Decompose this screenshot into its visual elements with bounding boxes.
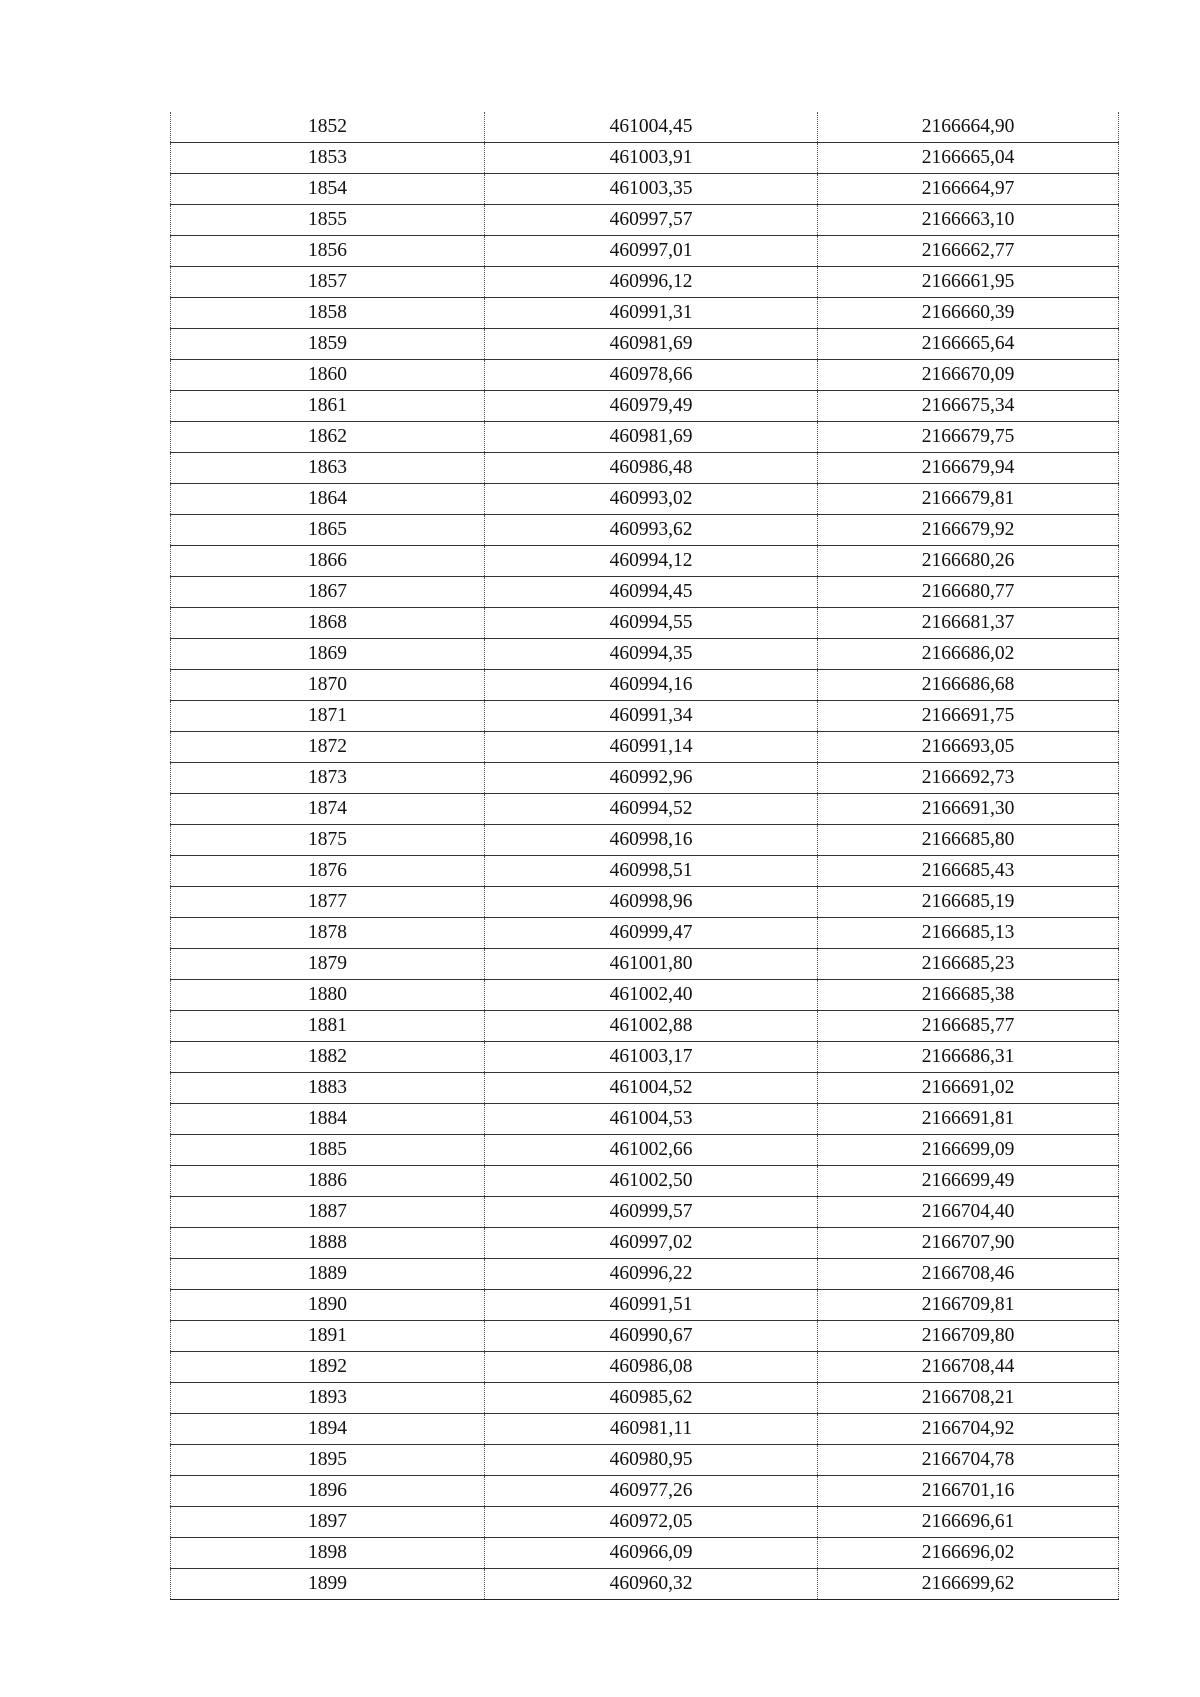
- point-number-cell: 1890: [171, 1290, 485, 1321]
- table-row: [171, 267, 1119, 298]
- point-number-cell: 1853: [171, 143, 485, 174]
- point-number-cell: 1887: [171, 1197, 485, 1228]
- y-coordinate-cell: 2166701,16: [818, 1476, 1119, 1507]
- y-coordinate-cell: 2166685,13: [818, 918, 1119, 949]
- x-coordinate-cell: 460991,34: [485, 701, 818, 732]
- x-coordinate-cell: 460999,47: [485, 918, 818, 949]
- point-number-cell: 1892: [171, 1352, 485, 1383]
- x-coordinate-cell: 460981,69: [485, 329, 818, 360]
- point-number-cell: 1861: [171, 391, 485, 422]
- point-number-cell: 1878: [171, 918, 485, 949]
- y-coordinate-cell: 2166692,73: [818, 763, 1119, 794]
- x-coordinate-cell: 460998,16: [485, 825, 818, 856]
- point-number-cell: 1880: [171, 980, 485, 1011]
- table-row: [171, 701, 1119, 732]
- point-number-cell: 1889: [171, 1259, 485, 1290]
- point-number-cell: 1875: [171, 825, 485, 856]
- point-number-cell: 1862: [171, 422, 485, 453]
- x-coordinate-cell: 460993,02: [485, 484, 818, 515]
- x-coordinate-cell: 460991,31: [485, 298, 818, 329]
- y-coordinate-cell: 2166685,38: [818, 980, 1119, 1011]
- table-row: [171, 298, 1119, 329]
- point-number-cell: 1863: [171, 453, 485, 484]
- y-coordinate-cell: 2166699,49: [818, 1166, 1119, 1197]
- point-number-cell: 1855: [171, 205, 485, 236]
- table-row: [171, 360, 1119, 391]
- x-coordinate-cell: 460986,08: [485, 1352, 818, 1383]
- point-number-cell: 1876: [171, 856, 485, 887]
- x-coordinate-cell: 460986,48: [485, 453, 818, 484]
- point-number-cell: 1869: [171, 639, 485, 670]
- x-coordinate-cell: 460996,22: [485, 1259, 818, 1290]
- table-row: [171, 1166, 1119, 1197]
- table-row: [171, 515, 1119, 546]
- point-number-cell: 1899: [171, 1569, 485, 1600]
- y-coordinate-cell: 2166696,02: [818, 1538, 1119, 1569]
- y-coordinate-cell: 2166691,02: [818, 1073, 1119, 1104]
- y-coordinate-cell: 2166691,75: [818, 701, 1119, 732]
- point-number-cell: 1873: [171, 763, 485, 794]
- y-coordinate-cell: 2166679,81: [818, 484, 1119, 515]
- point-number-cell: 1884: [171, 1104, 485, 1135]
- point-number-cell: 1882: [171, 1042, 485, 1073]
- y-coordinate-cell: 2166685,80: [818, 825, 1119, 856]
- y-coordinate-cell: 2166660,39: [818, 298, 1119, 329]
- y-coordinate-cell: 2166696,61: [818, 1507, 1119, 1538]
- table-row: [171, 174, 1119, 205]
- y-coordinate-cell: 2166686,02: [818, 639, 1119, 670]
- y-coordinate-cell: 2166664,97: [818, 174, 1119, 205]
- y-coordinate-cell: 2166663,10: [818, 205, 1119, 236]
- x-coordinate-cell: 461002,88: [485, 1011, 818, 1042]
- x-coordinate-cell: 460981,69: [485, 422, 818, 453]
- table-row: [171, 453, 1119, 484]
- x-coordinate-cell: 461004,53: [485, 1104, 818, 1135]
- point-number-cell: 1856: [171, 236, 485, 267]
- table-row: [171, 1073, 1119, 1104]
- point-number-cell: 1854: [171, 174, 485, 205]
- x-coordinate-cell: 461002,40: [485, 980, 818, 1011]
- point-number-cell: 1864: [171, 484, 485, 515]
- y-coordinate-cell: 2166708,44: [818, 1352, 1119, 1383]
- table-row: [171, 949, 1119, 980]
- y-coordinate-cell: 2166699,09: [818, 1135, 1119, 1166]
- point-number-cell: 1898: [171, 1538, 485, 1569]
- table-row: [171, 980, 1119, 1011]
- y-coordinate-cell: 2166691,30: [818, 794, 1119, 825]
- table-row: [171, 1321, 1119, 1352]
- coordinates-table: [170, 112, 1119, 1600]
- y-coordinate-cell: 2166686,31: [818, 1042, 1119, 1073]
- table-row: [171, 856, 1119, 887]
- table-row: [171, 639, 1119, 670]
- table-row: [171, 1228, 1119, 1259]
- point-number-cell: 1895: [171, 1445, 485, 1476]
- x-coordinate-cell: 460985,62: [485, 1383, 818, 1414]
- x-coordinate-cell: 460972,05: [485, 1507, 818, 1538]
- table-row: [171, 1507, 1119, 1538]
- table-row: [171, 1011, 1119, 1042]
- x-coordinate-cell: 460960,32: [485, 1569, 818, 1600]
- y-coordinate-cell: 2166679,75: [818, 422, 1119, 453]
- point-number-cell: 1852: [171, 112, 485, 143]
- x-coordinate-cell: 460992,96: [485, 763, 818, 794]
- table-row: [171, 422, 1119, 453]
- y-coordinate-cell: 2166704,40: [818, 1197, 1119, 1228]
- point-number-cell: 1885: [171, 1135, 485, 1166]
- y-coordinate-cell: 2166662,77: [818, 236, 1119, 267]
- x-coordinate-cell: 460998,96: [485, 887, 818, 918]
- x-coordinate-cell: 460994,16: [485, 670, 818, 701]
- point-number-cell: 1857: [171, 267, 485, 298]
- y-coordinate-cell: 2166685,77: [818, 1011, 1119, 1042]
- table-row: [171, 887, 1119, 918]
- point-number-cell: 1886: [171, 1166, 485, 1197]
- x-coordinate-cell: 460990,67: [485, 1321, 818, 1352]
- table-row: [171, 763, 1119, 794]
- point-number-cell: 1894: [171, 1414, 485, 1445]
- x-coordinate-cell: 460994,45: [485, 577, 818, 608]
- x-coordinate-cell: 460997,01: [485, 236, 818, 267]
- table-row: [171, 1259, 1119, 1290]
- table-row: [171, 205, 1119, 236]
- x-coordinate-cell: 460966,09: [485, 1538, 818, 1569]
- table-row: [171, 391, 1119, 422]
- x-coordinate-cell: 460991,51: [485, 1290, 818, 1321]
- x-coordinate-cell: 460994,55: [485, 608, 818, 639]
- y-coordinate-cell: 2166685,23: [818, 949, 1119, 980]
- x-coordinate-cell: 461003,91: [485, 143, 818, 174]
- x-coordinate-cell: 461002,66: [485, 1135, 818, 1166]
- table-row: [171, 329, 1119, 360]
- point-number-cell: 1888: [171, 1228, 485, 1259]
- y-coordinate-cell: 2166704,92: [818, 1414, 1119, 1445]
- y-coordinate-cell: 2166685,19: [818, 887, 1119, 918]
- y-coordinate-cell: 2166661,95: [818, 267, 1119, 298]
- point-number-cell: 1866: [171, 546, 485, 577]
- table-row: [171, 1538, 1119, 1569]
- point-number-cell: 1891: [171, 1321, 485, 1352]
- y-coordinate-cell: 2166685,43: [818, 856, 1119, 887]
- y-coordinate-cell: 2166708,46: [818, 1259, 1119, 1290]
- table-row: [171, 1042, 1119, 1073]
- x-coordinate-cell: 460978,66: [485, 360, 818, 391]
- x-coordinate-cell: 460997,57: [485, 205, 818, 236]
- y-coordinate-cell: 2166665,04: [818, 143, 1119, 174]
- y-coordinate-cell: 2166686,68: [818, 670, 1119, 701]
- table-row: [171, 1290, 1119, 1321]
- y-coordinate-cell: 2166699,62: [818, 1569, 1119, 1600]
- point-number-cell: 1879: [171, 949, 485, 980]
- table-row: [171, 484, 1119, 515]
- y-coordinate-cell: 2166675,34: [818, 391, 1119, 422]
- point-number-cell: 1883: [171, 1073, 485, 1104]
- point-number-cell: 1872: [171, 732, 485, 763]
- table-row: [171, 794, 1119, 825]
- y-coordinate-cell: 2166665,64: [818, 329, 1119, 360]
- x-coordinate-cell: 460980,95: [485, 1445, 818, 1476]
- table-row: [171, 546, 1119, 577]
- x-coordinate-cell: 461003,17: [485, 1042, 818, 1073]
- point-number-cell: 1860: [171, 360, 485, 391]
- table-row: [171, 1569, 1119, 1600]
- point-number-cell: 1865: [171, 515, 485, 546]
- table-row: [171, 918, 1119, 949]
- y-coordinate-cell: 2166680,77: [818, 577, 1119, 608]
- point-number-cell: 1871: [171, 701, 485, 732]
- point-number-cell: 1893: [171, 1383, 485, 1414]
- y-coordinate-cell: 2166681,37: [818, 608, 1119, 639]
- y-coordinate-cell: 2166709,80: [818, 1321, 1119, 1352]
- table-row: [171, 608, 1119, 639]
- x-coordinate-cell: 460999,57: [485, 1197, 818, 1228]
- y-coordinate-cell: 2166680,26: [818, 546, 1119, 577]
- x-coordinate-cell: 460996,12: [485, 267, 818, 298]
- x-coordinate-cell: 460981,11: [485, 1414, 818, 1445]
- table-row: [171, 670, 1119, 701]
- table-row: [171, 1104, 1119, 1135]
- point-number-cell: 1859: [171, 329, 485, 360]
- coordinates-table-body: [171, 112, 1119, 1600]
- x-coordinate-cell: 460997,02: [485, 1228, 818, 1259]
- table-row: [171, 1135, 1119, 1166]
- table-row: [171, 577, 1119, 608]
- x-coordinate-cell: 460993,62: [485, 515, 818, 546]
- y-coordinate-cell: 2166704,78: [818, 1445, 1119, 1476]
- table-row: [171, 1197, 1119, 1228]
- x-coordinate-cell: 461003,35: [485, 174, 818, 205]
- x-coordinate-cell: 461004,45: [485, 112, 818, 143]
- point-number-cell: 1868: [171, 608, 485, 639]
- table-row: [171, 1445, 1119, 1476]
- y-coordinate-cell: 2166679,94: [818, 453, 1119, 484]
- x-coordinate-cell: 460994,52: [485, 794, 818, 825]
- y-coordinate-cell: 2166670,09: [818, 360, 1119, 391]
- point-number-cell: 1881: [171, 1011, 485, 1042]
- table-row: [171, 1476, 1119, 1507]
- x-coordinate-cell: 461004,52: [485, 1073, 818, 1104]
- y-coordinate-cell: 2166693,05: [818, 732, 1119, 763]
- point-number-cell: 1858: [171, 298, 485, 329]
- x-coordinate-cell: 461001,80: [485, 949, 818, 980]
- x-coordinate-cell: 461002,50: [485, 1166, 818, 1197]
- y-coordinate-cell: 2166664,90: [818, 112, 1119, 143]
- point-number-cell: 1897: [171, 1507, 485, 1538]
- table-row: [171, 1414, 1119, 1445]
- x-coordinate-cell: 460977,26: [485, 1476, 818, 1507]
- point-number-cell: 1877: [171, 887, 485, 918]
- table-row: [171, 143, 1119, 174]
- table-row: [171, 1352, 1119, 1383]
- y-coordinate-cell: 2166709,81: [818, 1290, 1119, 1321]
- y-coordinate-cell: 2166707,90: [818, 1228, 1119, 1259]
- point-number-cell: 1867: [171, 577, 485, 608]
- y-coordinate-cell: 2166679,92: [818, 515, 1119, 546]
- point-number-cell: 1874: [171, 794, 485, 825]
- x-coordinate-cell: 460994,12: [485, 546, 818, 577]
- x-coordinate-cell: 460979,49: [485, 391, 818, 422]
- table-row: [171, 1383, 1119, 1414]
- table-row: [171, 732, 1119, 763]
- x-coordinate-cell: 460994,35: [485, 639, 818, 670]
- point-number-cell: 1870: [171, 670, 485, 701]
- table-row: [171, 112, 1119, 143]
- x-coordinate-cell: 460991,14: [485, 732, 818, 763]
- y-coordinate-cell: 2166708,21: [818, 1383, 1119, 1414]
- table-row: [171, 825, 1119, 856]
- x-coordinate-cell: 460998,51: [485, 856, 818, 887]
- point-number-cell: 1896: [171, 1476, 485, 1507]
- table-row: [171, 236, 1119, 267]
- y-coordinate-cell: 2166691,81: [818, 1104, 1119, 1135]
